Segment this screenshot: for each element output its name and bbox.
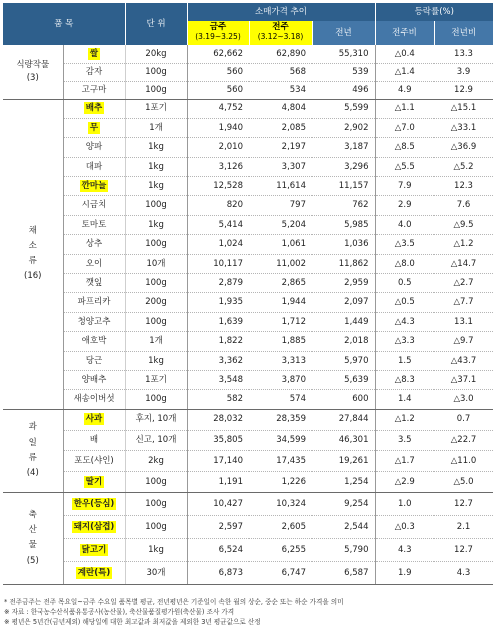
category-label: 과 <box>28 422 37 433</box>
header-retail-trend: 소매가격 추이 <box>187 3 375 21</box>
unit-cell: 100g <box>125 81 187 99</box>
unit-cell: 100g <box>125 196 187 215</box>
wow-change: △2.9 <box>375 472 434 493</box>
header-prev-week <box>249 21 312 45</box>
item-name <box>63 99 125 118</box>
this-week-price: 28,032 <box>187 409 249 430</box>
last-year-price: 1,254 <box>312 472 375 493</box>
this-week-price: 10,427 <box>187 492 249 515</box>
table-row <box>3 370 493 389</box>
item-name: 오이 <box>63 254 125 273</box>
table-row <box>3 118 493 137</box>
wow-change: △3.5 <box>375 235 434 254</box>
last-year-price: 1,449 <box>312 312 375 331</box>
table-row <box>3 351 493 370</box>
prev-week-price: 6,747 <box>249 561 312 584</box>
wow-change: 3.5 <box>375 430 434 451</box>
item-name-highlighted: 계란(특) <box>77 567 111 578</box>
yoy-change: △5.0 <box>434 472 493 493</box>
header-vs-prev-week: 전주비 <box>375 21 434 45</box>
yoy-change: 12.7 <box>434 492 493 515</box>
prev-week-price: 1,226 <box>249 472 312 493</box>
last-year-price: 1,036 <box>312 235 375 254</box>
unit-cell: 1kg <box>125 177 187 196</box>
wow-change: △7.0 <box>375 118 434 137</box>
this-week-price: 62,662 <box>187 45 249 63</box>
wow-change: 1.0 <box>375 492 434 515</box>
unit-cell: 신고, 10개 <box>125 430 187 451</box>
unit-cell: 1kg <box>125 157 187 176</box>
unit-cell: 1kg <box>125 215 187 234</box>
yoy-change: 12.9 <box>434 81 493 99</box>
table-row <box>3 312 493 331</box>
table-body <box>3 45 493 584</box>
table-row <box>3 215 493 234</box>
table-row <box>3 492 493 515</box>
table-row <box>3 63 493 81</box>
unit-cell: 1개 <box>125 332 187 351</box>
table-row <box>3 332 493 351</box>
last-year-price: 5,599 <box>312 99 375 118</box>
unit-cell: 30개 <box>125 561 187 584</box>
last-year-price: 11,157 <box>312 177 375 196</box>
yoy-change: 12.7 <box>434 538 493 561</box>
item-name: 깻잎 <box>63 274 125 293</box>
last-year-price: 3,187 <box>312 138 375 157</box>
item-name: 파프리카 <box>63 293 125 312</box>
item-name: 대파 <box>63 157 125 176</box>
this-week-price: 820 <box>187 196 249 215</box>
prev-week-price: 1,712 <box>249 312 312 331</box>
this-week-label: 금주 <box>209 22 227 33</box>
item-name-highlighted: 사과 <box>85 414 103 425</box>
prev-week-price: 2,197 <box>249 138 312 157</box>
yoy-change: △3.0 <box>434 390 493 409</box>
this-week-price: 2,010 <box>187 138 249 157</box>
category-label: (5) <box>26 555 39 566</box>
price-table <box>3 3 493 585</box>
yoy-change: △14.7 <box>434 254 493 273</box>
prev-week-price: 5,204 <box>249 215 312 234</box>
table-row <box>3 293 493 312</box>
last-year-price: 19,261 <box>312 451 375 472</box>
table-row <box>3 138 493 157</box>
last-year-price: 600 <box>312 390 375 409</box>
unit-cell: 1kg <box>125 351 187 370</box>
item-name: 배 <box>63 430 125 451</box>
item-name: 양배추 <box>63 370 125 389</box>
unit-cell: 100g <box>125 235 187 254</box>
last-year-price: 496 <box>312 81 375 99</box>
wow-change: △1.4 <box>375 63 434 81</box>
header-unit: 단 위 <box>125 3 187 45</box>
yoy-change: 0.7 <box>434 409 493 430</box>
this-week-price: 10,117 <box>187 254 249 273</box>
wow-change: △1.2 <box>375 409 434 430</box>
item-name-highlighted: 배추 <box>85 103 103 114</box>
prev-week-price: 3,870 <box>249 370 312 389</box>
yoy-change: △1.2 <box>434 235 493 254</box>
table-row <box>3 157 493 176</box>
category-label: 일 <box>28 437 37 448</box>
unit-cell: 100g <box>125 492 187 515</box>
last-year-price: 6,587 <box>312 561 375 584</box>
last-year-price: 55,310 <box>312 45 375 63</box>
item-name: 토마토 <box>63 215 125 234</box>
table-row <box>3 235 493 254</box>
category-label: 축 <box>28 509 37 520</box>
prev-week-price: 17,435 <box>249 451 312 472</box>
this-week-price: 4,752 <box>187 99 249 118</box>
item-name-highlighted: 딸기 <box>85 476 103 487</box>
this-week-price: 35,805 <box>187 430 249 451</box>
item-name-highlighted: 닭고기 <box>81 544 107 555</box>
category-cell <box>3 99 63 409</box>
this-week-price: 560 <box>187 81 249 99</box>
this-week-price: 3,362 <box>187 351 249 370</box>
this-week-price: 5,414 <box>187 215 249 234</box>
prev-week-price: 568 <box>249 63 312 81</box>
wow-change: 0.5 <box>375 274 434 293</box>
unit-cell: 100g <box>125 274 187 293</box>
yoy-change: △2.7 <box>434 274 493 293</box>
wow-change: △0.5 <box>375 293 434 312</box>
wow-change: △4.3 <box>375 312 434 331</box>
table-row <box>3 274 493 293</box>
unit-cell: 200g <box>125 293 187 312</box>
unit-cell: 100g <box>125 390 187 409</box>
this-week-price: 2,597 <box>187 515 249 538</box>
yoy-change: △22.7 <box>434 430 493 451</box>
last-year-price: 2,544 <box>312 515 375 538</box>
category-cell <box>3 492 63 584</box>
table-row <box>3 472 493 493</box>
unit-cell: 2kg <box>125 451 187 472</box>
last-year-price: 762 <box>312 196 375 215</box>
item-name: 감자 <box>63 63 125 81</box>
item-name: 상추 <box>63 235 125 254</box>
wow-change: △3.3 <box>375 332 434 351</box>
yoy-change: △15.1 <box>434 99 493 118</box>
prev-week-price: 11,002 <box>249 254 312 273</box>
prev-week-price: 6,255 <box>249 538 312 561</box>
category-label: (4) <box>26 468 39 479</box>
table-row <box>3 177 493 196</box>
yoy-change: △9.7 <box>434 332 493 351</box>
category-cell <box>3 409 63 492</box>
unit-cell: 1개 <box>125 118 187 137</box>
item-name: 양파 <box>63 138 125 157</box>
footnotes <box>4 597 494 627</box>
this-week-price: 12,528 <box>187 177 249 196</box>
yoy-change: △11.0 <box>434 451 493 472</box>
unit-cell: 100g <box>125 515 187 538</box>
category-label: 물 <box>28 540 37 551</box>
prev-week-price: 11,614 <box>249 177 312 196</box>
header-item: 품 목 <box>3 3 125 45</box>
yoy-change: △5.2 <box>434 157 493 176</box>
unit-cell: 1kg <box>125 538 187 561</box>
this-week-price: 1,639 <box>187 312 249 331</box>
yoy-change: 3.9 <box>434 63 493 81</box>
item-name-highlighted: 깐마늘 <box>81 181 107 191</box>
prev-week-price: 797 <box>249 196 312 215</box>
prev-week-price: 28,359 <box>249 409 312 430</box>
category-label: 채 <box>28 225 37 236</box>
last-year-price: 2,018 <box>312 332 375 351</box>
last-year-price: 9,254 <box>312 492 375 515</box>
yoy-change: 12.3 <box>434 177 493 196</box>
item-name: 애호박 <box>63 332 125 351</box>
yoy-change: △43.7 <box>434 351 493 370</box>
category-label: 산 <box>28 525 37 536</box>
last-year-price: 11,862 <box>312 254 375 273</box>
category-label: 류 <box>28 256 37 267</box>
this-week-price: 2,879 <box>187 274 249 293</box>
prev-week-price: 10,324 <box>249 492 312 515</box>
wow-change: 4.9 <box>375 81 434 99</box>
header-last-year: 전년 <box>312 21 375 45</box>
last-year-price: 5,985 <box>312 215 375 234</box>
last-year-price: 3,296 <box>312 157 375 176</box>
unit-cell: 100g <box>125 63 187 81</box>
category-label: 소 <box>28 240 37 251</box>
item-name <box>63 492 125 515</box>
table-row <box>3 81 493 99</box>
header-vs-last-year: 전년비 <box>434 21 493 45</box>
this-week-price: 6,873 <box>187 561 249 584</box>
wow-change: 1.4 <box>375 390 434 409</box>
item-name <box>63 515 125 538</box>
prev-week-price: 1,944 <box>249 293 312 312</box>
yoy-change: 2.1 <box>434 515 493 538</box>
this-week-price: 1,191 <box>187 472 249 493</box>
table-row <box>3 538 493 561</box>
item-name: 고구마 <box>63 81 125 99</box>
this-week-price: 3,126 <box>187 157 249 176</box>
this-week-price: 3,548 <box>187 370 249 389</box>
prev-week-price: 34,599 <box>249 430 312 451</box>
item-name <box>63 118 125 137</box>
last-year-price: 5,639 <box>312 370 375 389</box>
yoy-change: △33.1 <box>434 118 493 137</box>
item-name <box>63 45 125 63</box>
unit-cell: 100g <box>125 312 187 331</box>
table-row <box>3 196 493 215</box>
wow-change: △8.0 <box>375 254 434 273</box>
this-week-range: (3.19~3.25) <box>195 32 241 41</box>
last-year-price: 2,097 <box>312 293 375 312</box>
prev-week-price: 2,865 <box>249 274 312 293</box>
wow-change: △0.4 <box>375 45 434 63</box>
unit-cell: 20kg <box>125 45 187 63</box>
table-row <box>3 254 493 273</box>
wow-change: 4.0 <box>375 215 434 234</box>
item-name <box>63 561 125 584</box>
wow-change: △8.3 <box>375 370 434 389</box>
category-label: (3) <box>26 72 39 83</box>
this-week-price: 560 <box>187 63 249 81</box>
item-name-highlighted: 한우(등심) <box>73 498 115 509</box>
last-year-price: 2,959 <box>312 274 375 293</box>
prev-week-price: 534 <box>249 81 312 99</box>
yoy-change: △9.5 <box>434 215 493 234</box>
prev-week-label: 전주 <box>272 22 289 33</box>
last-year-price: 5,790 <box>312 538 375 561</box>
item-name: 시금치 <box>63 196 125 215</box>
footnote-3: ※ 평년은 5년간(금년제외) 해당일에 대한 최고값과 최저값을 제외한 3년 평균값으로 산정 <box>4 618 261 626</box>
item-name <box>63 538 125 561</box>
table-row <box>3 515 493 538</box>
item-name <box>63 177 125 196</box>
prev-week-price: 62,890 <box>249 45 312 63</box>
last-year-price: 27,844 <box>312 409 375 430</box>
header-change-rate: 등락률(%) <box>375 3 493 21</box>
prev-week-price: 574 <box>249 390 312 409</box>
unit-cell: 1포기 <box>125 370 187 389</box>
item-name: 청양고추 <box>63 312 125 331</box>
wow-change: 7.9 <box>375 177 434 196</box>
last-year-price: 539 <box>312 63 375 81</box>
wow-change: 4.3 <box>375 538 434 561</box>
unit-cell: 후지, 10개 <box>125 409 187 430</box>
table-row <box>3 390 493 409</box>
wow-change: 1.9 <box>375 561 434 584</box>
yoy-change: 7.6 <box>434 196 493 215</box>
this-week-price: 17,140 <box>187 451 249 472</box>
prev-week-price: 4,804 <box>249 99 312 118</box>
this-week-price: 1,024 <box>187 235 249 254</box>
unit-cell: 1포기 <box>125 99 187 118</box>
wow-change: 2.9 <box>375 196 434 215</box>
this-week-price: 582 <box>187 390 249 409</box>
item-name: 포도(샤인) <box>63 451 125 472</box>
wow-change: △1.7 <box>375 451 434 472</box>
prev-week-range: (3.12~3.18) <box>257 32 304 41</box>
item-name-highlighted: 돼지(삼겹) <box>73 521 115 532</box>
prev-week-price: 3,313 <box>249 351 312 370</box>
category-cell <box>3 45 63 99</box>
wow-change: △8.5 <box>375 138 434 157</box>
category-label: (16) <box>24 271 42 282</box>
yoy-change: △7.7 <box>434 293 493 312</box>
table-row <box>3 45 493 63</box>
table-row <box>3 99 493 118</box>
yoy-change: 13.1 <box>434 312 493 331</box>
table-row <box>3 561 493 584</box>
wow-change: △5.5 <box>375 157 434 176</box>
item-name <box>63 409 125 430</box>
last-year-price: 46,301 <box>312 430 375 451</box>
category-label: 류 <box>28 452 37 463</box>
last-year-price: 5,970 <box>312 351 375 370</box>
prev-week-price: 3,307 <box>249 157 312 176</box>
this-week-price: 1,935 <box>187 293 249 312</box>
item-name-highlighted: 무 <box>89 122 99 133</box>
category-label: 식량작물 <box>16 60 50 70</box>
this-week-price: 1,940 <box>187 118 249 137</box>
prev-week-price: 2,085 <box>249 118 312 137</box>
yoy-change: △37.1 <box>434 370 493 389</box>
table-row <box>3 451 493 472</box>
prev-week-price: 2,605 <box>249 515 312 538</box>
footnote-1: * 전주금주는 전주 목요일~금주 수요일 품목별 평균, 전년평년은 기준일이 속한 월의 상순, 중순 또는 하순 가격을 의미 <box>4 598 344 606</box>
this-week-price: 6,524 <box>187 538 249 561</box>
prev-week-price: 1,061 <box>249 235 312 254</box>
wow-change: 1.5 <box>375 351 434 370</box>
prev-week-price: 1,885 <box>249 332 312 351</box>
yoy-change: △36.9 <box>434 138 493 157</box>
item-name-highlighted: 쌀 <box>89 48 99 59</box>
unit-cell: 10개 <box>125 254 187 273</box>
wow-change: △1.1 <box>375 99 434 118</box>
item-name: 새송이버섯 <box>63 390 125 409</box>
last-year-price: 2,902 <box>312 118 375 137</box>
header-this-week <box>187 21 249 45</box>
unit-cell: 1kg <box>125 138 187 157</box>
unit-cell: 100g <box>125 472 187 493</box>
this-week-price: 1,822 <box>187 332 249 351</box>
yoy-change: 13.3 <box>434 45 493 63</box>
wow-change: △0.3 <box>375 515 434 538</box>
footnote-2: ※ 자료 : 한국농수산식품유통공사(농산물), 축산물품질평가원(축산물) 조사 가격 <box>4 608 235 616</box>
table-row <box>3 430 493 451</box>
yoy-change: 4.3 <box>434 561 493 584</box>
item-name: 당근 <box>63 351 125 370</box>
table-row <box>3 409 493 430</box>
item-name <box>63 472 125 493</box>
